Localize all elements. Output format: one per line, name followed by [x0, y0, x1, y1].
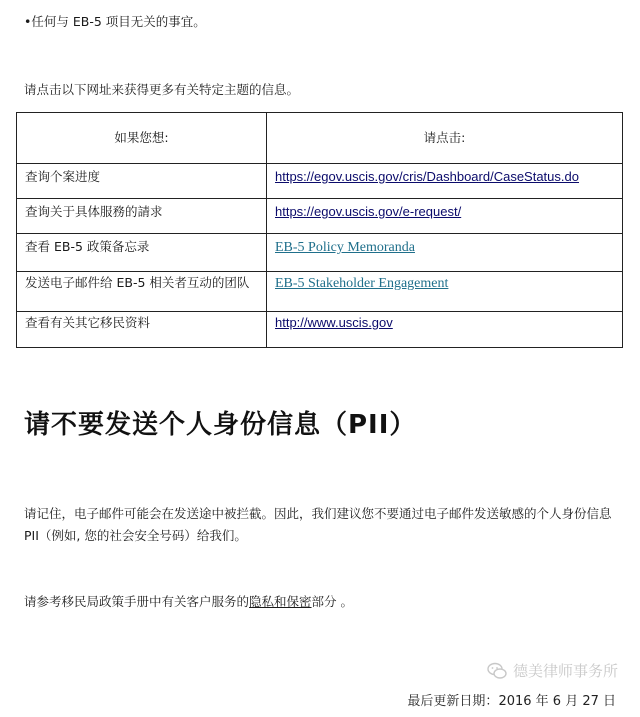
privacy-reference — [24, 592, 353, 610]
row-link-cell — [267, 234, 623, 272]
row-want-other-info: 查看有关其它移民资料 — [17, 312, 267, 348]
row-link-cell — [267, 272, 623, 312]
pii-heading: 请不要发送个人身份信息（PII） — [24, 410, 417, 440]
table-row — [17, 312, 623, 348]
row-want-e-request: 查询关于具体服務的請求 — [17, 199, 267, 234]
table-row — [17, 234, 623, 272]
bullet-item: •任何与 EB-5 项目无关的事宜。 — [24, 14, 206, 29]
links-table — [16, 112, 623, 348]
row-link-cell — [267, 199, 623, 234]
row-link-cell — [267, 312, 623, 348]
row-link-cell — [267, 164, 623, 199]
table-header-row — [17, 113, 623, 164]
uscis-home-link[interactable]: http://www.uscis.gov — [275, 315, 393, 330]
watermark — [487, 660, 618, 681]
watermark-text: 德美律师事务所 — [512, 662, 618, 680]
pii-warning-paragraph: 请记住，电子邮件可能会在发送途中被拦截。因此，我们建议您不要通过电子邮件发送敏感的个人身份信息 PII（例如, 您的社会安全号码）给我们。 — [24, 506, 612, 543]
wechat-icon — [487, 662, 507, 680]
last-updated — [407, 690, 616, 709]
header-want: 如果您想: — [17, 113, 267, 164]
e-request-link[interactable]: https://egov.uscis.gov/e-request/ — [275, 204, 462, 219]
refer-text-after: 部分 。 — [311, 594, 354, 609]
row-want-stakeholder: 发送电子邮件给 EB-5 相关者互动的团队 — [17, 272, 267, 312]
last-updated-label: 最后更新日期： — [407, 694, 499, 709]
refer-text-before: 请参考移民局政策手册中有关客户服务的 — [24, 594, 250, 609]
header-click: 请点击: — [267, 113, 623, 164]
table-row — [17, 164, 623, 199]
last-updated-date: 2016 年 6 月 27 日 — [498, 694, 616, 709]
row-want-case-status: 查询个案进度 — [17, 164, 267, 199]
privacy-confidentiality-link[interactable]: 隐私和保密 — [249, 594, 312, 609]
stakeholder-engagement-link[interactable]: EB-5 Stakeholder Engagement — [275, 276, 449, 291]
policy-memoranda-link[interactable]: EB-5 Policy Memoranda — [275, 240, 415, 255]
intro-text: 请点击以下网址来获得更多有关特定主题的信息。 — [24, 82, 300, 97]
case-status-link[interactable]: https://egov.uscis.gov/cris/Dashboard/CaseStatus.do — [275, 169, 579, 184]
table-row — [17, 272, 623, 312]
row-want-policy-memo: 查看 EB-5 政策备忘录 — [17, 234, 267, 272]
table-row — [17, 199, 623, 234]
